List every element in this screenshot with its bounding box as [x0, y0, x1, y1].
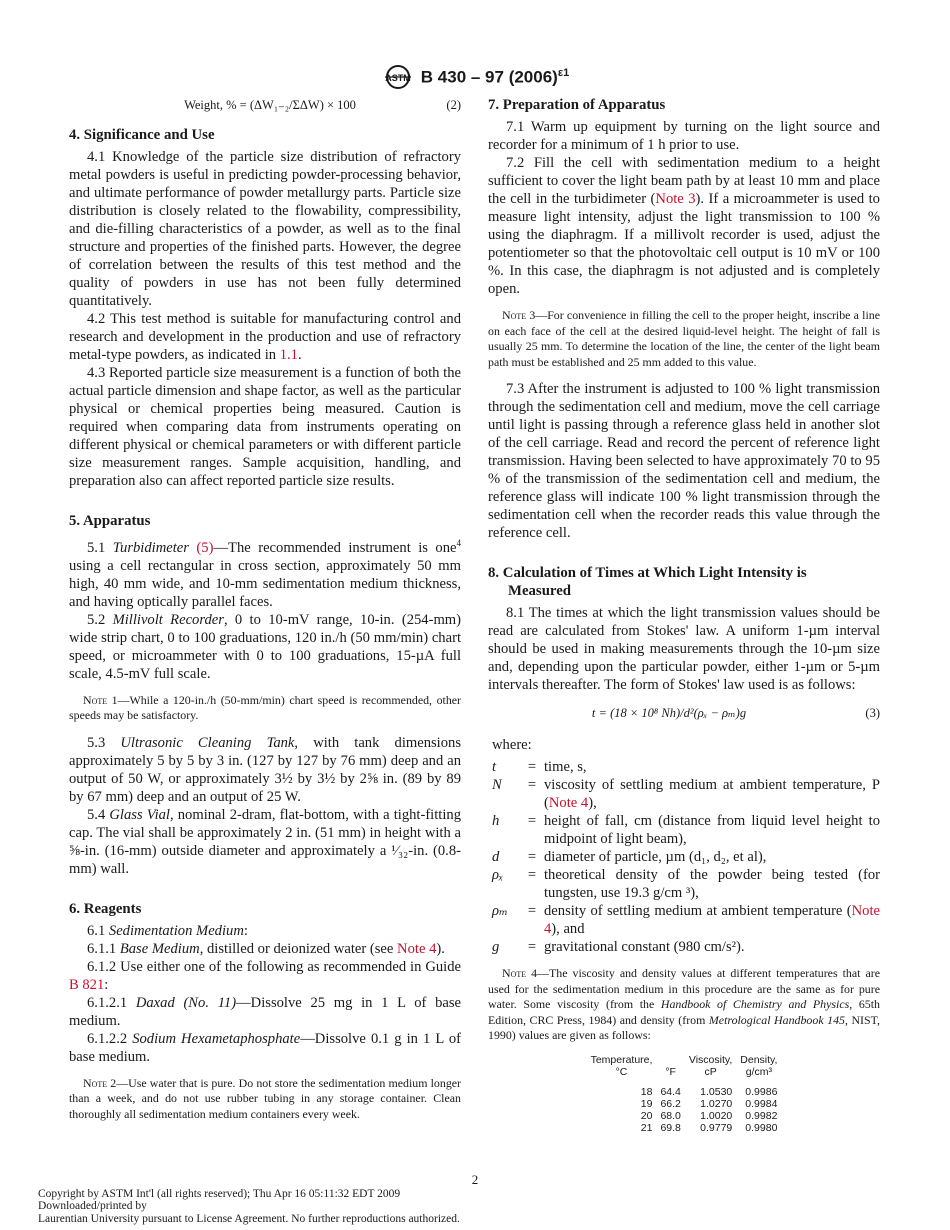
page-header — [0, 62, 950, 97]
where-label: where: — [492, 737, 532, 753]
paragraph-6-1-2-2: 6.1.2.2 Sodium Hexametaphosphate—Dissolve 0.1 g in 1 L of base medium. — [69, 1030, 461, 1065]
note-4: Note 4—The viscosity and density values at different temperatures that are used for the sedimentation medium in this procedure are the same as for pure water. Some viscosity (from the Handbook of Chemistry and Physics, 65th Edition, CRC Press, 1984) and density (from Metrological Handbook 145, NIST, 1990) values are given as follows: — [488, 966, 880, 1042]
table-cell: 66.2 — [660, 1097, 681, 1110]
table-header-units-row — [587, 1066, 782, 1078]
table-cell: °F — [665, 1065, 676, 1078]
section-6-title: 6. Reagents — [69, 900, 142, 917]
table-cell: °C — [615, 1065, 628, 1078]
table-cell: 64.4 — [660, 1085, 681, 1098]
paragraph-6-1-1: 6.1.1 Base Medium, distilled or deionized water (see Note 4). — [87, 940, 445, 957]
definition-symbol: N — [492, 777, 502, 793]
definition-text: height of fall, cm (distance from liquid level height to midpoint of light beam), — [544, 813, 880, 847]
page-number: 2 — [471, 1172, 479, 1187]
equation-2: Weight, % = (ΔW₁₋₂/ΣΔW) × 100 (2) — [184, 98, 461, 112]
table-row — [587, 1122, 782, 1134]
paragraph-6-1-2-1: 6.1.2.1 Daxad (No. 11)—Dissolve 25 mg in 1 L of base medium. — [69, 994, 462, 1029]
section-5-title: 5. Apparatus — [69, 513, 151, 529]
definition-text: diameter of particle, µm (d₁, d₂, et al), — [544, 849, 767, 865]
paragraph-6-1-2: 6.1.2 Use either one of the following as recommended in Guide B 821: — [69, 958, 461, 993]
ref-note-3-link[interactable]: Note 3 — [655, 191, 696, 207]
definition-row — [488, 902, 880, 938]
paragraph-5-2: 5.2 Millivolt Recorder, 0 to 10-mV range, 10-in. (254-mm) wide strip chart, 0 to 100 graduations, 120 in./h (50 mm/min) chart speed, or microammeter with 0 to 100 graduations, 15-µA full scale, 4.5-mV full scale. — [69, 611, 462, 682]
ref-note-4-link[interactable]: Note 4 — [548, 795, 589, 811]
ref-note-4-link[interactable]: Note 4 — [544, 903, 880, 937]
paragraph-4-1: 4.1 Knowledge of the particle size distribution of refractory metal powders is useful in predicting powder-processing behavior, and ultimate performance of powder metallurgy parts. Particle size distribution is closely related to the flowability, compressibility, and die-filling characteristics of a powder, as well as to the final structure and properties of the finished parts. However, the degree of correlation between the results of this test method and the quality of powders in use has not been fully determined quantitatively. — [69, 149, 461, 309]
equals-sign: = — [527, 867, 537, 883]
right-column — [488, 96, 880, 1134]
ref-b821-link[interactable]: B 821 — [69, 976, 105, 993]
equals-sign: = — [527, 903, 537, 919]
equals-sign: = — [527, 939, 537, 955]
definition-text: time, s, — [544, 759, 587, 775]
symbol-definitions — [488, 758, 880, 956]
note-3: Note 3—For convenience in filling the cell to the proper height, inscribe a line on each face of the cell at the desired liquid-level height. The height of fall is usually 25 mm. To determine the location of the line, the center of the light beam path must be established and 25 mm added to this value. — [488, 308, 880, 369]
table-cell: 18 — [640, 1085, 653, 1098]
section-7-title: 7. Preparation of Apparatus — [488, 97, 666, 113]
note-1: Note 1—While a 120-in./h (50-mm/min) chart speed is recommended, other speeds may be satisfactory. — [69, 692, 461, 723]
paragraph-7-3: 7.3 After the instrument is adjusted to 100 % light transmission through the sedimentation cell and medium, move the cell carriage until light is passing through a reference glass held in another slot of the cell carriage. Read and record the percent of reference light transmission. Having been selected to have approximately 70 to 95 % of the transmission of the sedimentation cell and medium, the reference glass will indicate 100 % light transmission through the sedimentation cell when the recorder reads this value through the reference cell. — [488, 381, 880, 541]
definition-symbol: ρₓ — [492, 867, 504, 883]
section-8-title: 8. Calculation of Times at Which Light Intensity is Measured — [488, 565, 807, 599]
paragraph-5-4: 5.4 Glass Vial, nominal 2-dram, flat-bottom, with a tight-fitting cap. The vial shall be approximately 2 in. (51 mm) in height with a ⅝-in. (16-mm) outside diameter and approximately a ¹⁄₃₂-in. (0.8-mm) wall. — [69, 806, 461, 877]
equals-sign: = — [527, 849, 537, 865]
table-cell: 21 — [640, 1121, 653, 1134]
definition-row — [488, 848, 880, 866]
table-cell — [656, 1054, 684, 1066]
table-cell: Temperature, — [590, 1053, 653, 1066]
table-cell: 0.9982 — [745, 1109, 778, 1122]
table-cell: 19 — [640, 1097, 653, 1110]
table-cell: g/cm³ — [745, 1065, 772, 1078]
table-cell: Viscosity, — [688, 1053, 733, 1066]
table-cell: 20 — [640, 1109, 653, 1122]
ref-1-1-link[interactable]: 1.1 — [279, 347, 298, 363]
table-row — [587, 1110, 782, 1122]
definition-row — [488, 866, 880, 902]
table-cell: Density, — [740, 1053, 778, 1066]
table-cell: cP — [704, 1065, 717, 1078]
table-cell: 0.9980 — [745, 1121, 778, 1134]
definition-symbol: g — [492, 939, 500, 955]
definition-symbol: ρₘ — [492, 903, 508, 919]
paragraph-7-2: 7.2 Fill the cell with sedimentation medium to a height sufficient to cover the light beam path by at least 10 mm and place the cell in the turbidimeter (Note 3). If a microammeter is used to measure light intensity, adjust the light transmission to 100 % using the diaphragm. If a millivolt recorder is used, adjust the potentiometer so that the photovoltaic cell output is 10 mV or 100 %. In this case, the diaphragm is not adjusted and is completely open. — [488, 155, 880, 297]
definition-row — [488, 776, 880, 812]
definition-row — [488, 812, 880, 848]
table-cell: 0.9779 — [700, 1121, 733, 1134]
paragraph-4-2: 4.2 This test method is suitable for manufacturing control and research and development in the production and use of refractory metal-type powders, as indicated in 1.1. — [69, 311, 461, 363]
equation-3: t = (18 × 10⁸ Nh)/d²(ρₓ − ρₘ)g (3) — [591, 706, 880, 720]
equals-sign: = — [527, 813, 537, 829]
table-cell: 1.0270 — [700, 1097, 733, 1110]
astm-logo-icon — [381, 62, 415, 92]
section-4-title: 4. Significance and Use — [69, 127, 215, 143]
table-cell: 69.8 — [660, 1121, 681, 1134]
ref-5-link[interactable]: (5) — [196, 539, 214, 556]
table-cell: 68.0 — [660, 1109, 681, 1122]
paragraph-5-1: 5.1 Turbidimeter (5)—The recommended instrument is one$^4$ using a cell rectangular in cross section, approximately 50 mm high, 40 mm wide, and 10-mm sedimentation medium thickness, and having optically parallel faces. — [69, 538, 462, 610]
equals-sign: = — [527, 759, 537, 775]
viscosity-density-table — [587, 1054, 782, 1134]
definition-text: viscosity of settling medium at ambient temperature, P (Note 4), — [544, 777, 880, 811]
copyright-notice: Copyright by ASTM Int'l (all rights reserved); Thu Apr 16 05:11:32 EDT 2009 Downloaded/printed by Laurentian University pursuant to License Agreement. No further reproductions authorized. — [38, 1188, 460, 1225]
definition-text: density of settling medium at ambient temperature (Note 4), and — [544, 903, 880, 937]
note-2: Note 2—Use water that is pure. Do not store the sedimentation medium longer than a week, and do not use rubber tubing in any storage container. Clean thoroughly all sedimentation medium containers every week. — [69, 1075, 461, 1121]
table-cell: 0.9986 — [745, 1085, 778, 1098]
definition-symbol: d — [492, 849, 500, 865]
ref-note-4-link[interactable]: Note 4 — [397, 940, 437, 957]
definition-symbol: t — [492, 759, 497, 775]
left-column — [69, 96, 461, 1132]
definition-row — [488, 758, 880, 776]
definition-symbol: h — [492, 813, 500, 829]
paragraph-4-3: 4.3 Reported particle size measurement is a function of both the actual particle dimension and shape factor, as well as the particular physical or chemical properties being measured. Caution is required when comparing data from instruments operating on different physical or chemical parameters or with different particle size measurement ranges. Sample acquisition, handling, and preparation also can affect reported particle size results. — [69, 365, 461, 489]
designation: B 430 – 97 $(2006)^{\varepsilon 1}$ — [420, 66, 570, 87]
paragraph-6-1: 6.1 Sedimentation Medium: — [87, 922, 248, 939]
definition-row — [488, 938, 880, 956]
definition-text: theoretical density of the powder being tested (for tungsten, use 19.3 g/cm ³), — [544, 867, 880, 901]
table-row — [587, 1086, 782, 1098]
paragraph-7-1: 7.1 Warm up equipment by turning on the light source and recorder for a minimum of 1 h prior to use. — [488, 119, 880, 153]
table-cell: 0.9984 — [745, 1097, 778, 1110]
table-header-row — [587, 1054, 782, 1066]
definition-text: gravitational constant (980 cm/s²). — [544, 939, 745, 955]
paragraph-5-3: 5.3 Ultrasonic Cleaning Tank, with tank dimensions approximately 5 by 5 by 3 in. (127 by 127 by 76 mm) deep and an output of 50 W, or approximately 3½ by 3½ by 2⅝ in. (89 by 89 by 67 mm) deep and an output of 25 W. — [69, 734, 462, 805]
table-cell: 1.0020 — [700, 1109, 733, 1122]
paragraph-8-1: 8.1 The times at which the light transmission values should be read are calculated from Stokes' law. A uniform 1-µm interval should be used in making measurements through the 10-µm size and, depending upon the particular powder, either 1-µm or 5-µm intervals thereafter. The form of Stokes' law used is as follows: — [488, 605, 880, 693]
equals-sign: = — [527, 777, 537, 793]
table-row — [587, 1098, 782, 1110]
table-cell: 1.0530 — [700, 1085, 733, 1098]
astm-logo-text: ASTM — [385, 73, 411, 83]
